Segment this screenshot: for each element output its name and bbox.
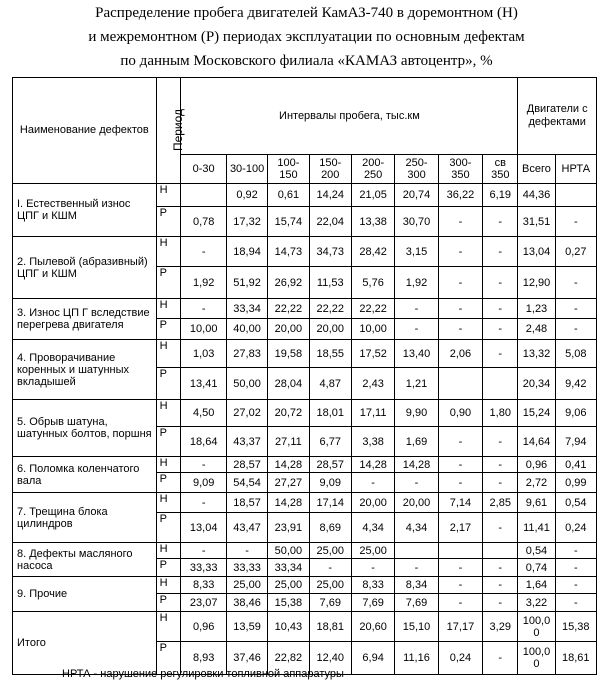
value-cell: 3,15 <box>395 237 438 267</box>
value-cell: 27,02 <box>226 400 267 427</box>
table-row <box>13 340 597 368</box>
value-cell <box>395 543 438 559</box>
value-cell: - <box>483 577 518 594</box>
value-cell: 9,42 <box>555 368 596 400</box>
value-cell: - <box>309 559 351 577</box>
value-cell: 50,00 <box>268 543 309 559</box>
table-row <box>13 237 597 267</box>
value-cell: - <box>555 299 596 319</box>
value-cell: 14,28 <box>268 493 309 513</box>
period-cell: Р <box>156 642 181 675</box>
value-cell: 8,34 <box>395 577 438 594</box>
defect-header <box>13 78 157 184</box>
value-cell: 1,21 <box>395 368 438 400</box>
value-cell: - <box>226 543 267 559</box>
mileage-table <box>12 77 597 675</box>
period-cell: Р <box>156 319 181 340</box>
value-cell: 3,22 <box>518 594 555 612</box>
engines-header-label: Двигатели с дефектами <box>526 103 588 128</box>
value-cell: - <box>483 207 518 237</box>
value-cell: 9,90 <box>395 400 438 427</box>
value-cell: 6,19 <box>483 184 518 207</box>
value-cell: - <box>483 513 518 543</box>
period-cell: Р <box>156 427 181 457</box>
value-cell: 22,82 <box>268 642 309 675</box>
value-cell: 17,32 <box>226 207 267 237</box>
defect-name: 9. Прочие <box>13 577 157 612</box>
value-cell: - <box>555 319 596 340</box>
value-cell: - <box>438 299 482 319</box>
interval-header: 300-350 <box>438 155 482 184</box>
value-cell: 15,24 <box>518 400 555 427</box>
value-cell: - <box>438 207 482 237</box>
interval-header: 150-200 <box>309 155 351 184</box>
value-cell: 9,06 <box>555 400 596 427</box>
value-cell: 11,53 <box>309 267 351 299</box>
value-cell: - <box>438 457 482 473</box>
defect-name: Итого <box>13 612 157 675</box>
value-cell: 33,34 <box>226 299 267 319</box>
value-cell: 18,57 <box>226 493 267 513</box>
value-cell: 9,61 <box>518 493 555 513</box>
value-cell: - <box>438 427 482 457</box>
value-cell: 25,00 <box>309 577 351 594</box>
value-cell: 7,69 <box>309 594 351 612</box>
value-cell: 13,41 <box>181 368 226 400</box>
total-header: Всего <box>518 155 555 184</box>
value-cell: 30,70 <box>395 207 438 237</box>
value-cell: 33,34 <box>268 559 309 577</box>
value-cell: 37,46 <box>226 642 267 675</box>
intervals-header <box>181 78 518 155</box>
value-cell: 6,77 <box>309 427 351 457</box>
defect-header-label: Наименование дефектов <box>19 124 149 136</box>
value-cell: 23,07 <box>181 594 226 612</box>
value-cell: - <box>483 267 518 299</box>
defect-name: 4. Проворачивание коренных и шатунных вкладышей <box>13 340 157 400</box>
value-cell <box>438 543 482 559</box>
period-cell: Н <box>156 184 181 207</box>
value-cell: 4,34 <box>395 513 438 543</box>
value-cell: 0,61 <box>268 184 309 207</box>
value-cell: 17,17 <box>438 612 482 642</box>
defect-name: 5. Обрыв шатуна, шатунных болтов, поршня <box>13 400 157 457</box>
period-cell: Н <box>156 577 181 594</box>
value-cell: 18,81 <box>309 612 351 642</box>
value-cell: 10,43 <box>268 612 309 642</box>
value-cell: - <box>181 457 226 473</box>
value-cell: - <box>395 299 438 319</box>
value-cell: 51,92 <box>226 267 267 299</box>
value-cell: - <box>555 577 596 594</box>
value-cell: - <box>483 457 518 473</box>
value-cell: 40,00 <box>226 319 267 340</box>
value-cell: 2,43 <box>351 368 394 400</box>
defect-name: 8. Дефекты масляного насоса <box>13 543 157 577</box>
value-cell: 28,04 <box>268 368 309 400</box>
value-cell: 0,96 <box>518 457 555 473</box>
defect-name: 3. Износ ЦП Г вследствие перегрева двигателя <box>13 299 157 340</box>
period-cell: Р <box>156 368 181 400</box>
table-row <box>13 457 597 473</box>
title-line-1: Распределение пробега двигателей КамАЗ-740 в доремонтном (Н) <box>95 5 518 21</box>
interval-header: 250-300 <box>395 155 438 184</box>
period-cell: Н <box>156 299 181 319</box>
value-cell: 0,54 <box>518 543 555 559</box>
value-cell: - <box>483 319 518 340</box>
value-cell: 8,69 <box>309 513 351 543</box>
value-cell: 7,94 <box>555 427 596 457</box>
value-cell: 25,00 <box>351 543 394 559</box>
period-cell: Н <box>156 493 181 513</box>
value-cell: - <box>395 559 438 577</box>
value-cell: 20,00 <box>395 493 438 513</box>
interval-header: 30-100 <box>226 155 267 184</box>
value-cell: 22,22 <box>351 299 394 319</box>
value-cell: 0,24 <box>555 513 596 543</box>
value-cell: - <box>181 299 226 319</box>
value-cell: - <box>483 473 518 493</box>
value-cell: 20,34 <box>518 368 555 400</box>
period-cell: Р <box>156 473 181 493</box>
value-cell: 10,00 <box>181 319 226 340</box>
value-cell: 12,40 <box>309 642 351 675</box>
value-cell: - <box>181 493 226 513</box>
value-cell: 23,91 <box>268 513 309 543</box>
period-cell: Н <box>156 237 181 267</box>
table-row <box>13 612 597 642</box>
value-cell: 18,61 <box>555 642 596 675</box>
value-cell: 7,69 <box>395 594 438 612</box>
value-cell: 27,83 <box>226 340 267 368</box>
defect-name: I. Естественный износ ЦПГ и КШМ <box>13 184 157 237</box>
value-cell: 15,10 <box>395 612 438 642</box>
period-cell: Н <box>156 612 181 642</box>
value-cell: 14,28 <box>268 457 309 473</box>
value-cell: 2,85 <box>483 493 518 513</box>
table-row <box>13 299 597 319</box>
value-cell: 20,74 <box>395 184 438 207</box>
value-cell: 20,00 <box>351 493 394 513</box>
value-cell: 26,92 <box>268 267 309 299</box>
value-cell: - <box>351 473 394 493</box>
value-cell: 0,78 <box>181 207 226 237</box>
value-cell: 8,33 <box>351 577 394 594</box>
value-cell: - <box>438 473 482 493</box>
period-header <box>156 78 185 184</box>
value-cell: 0,99 <box>555 473 596 493</box>
value-cell: 4,50 <box>181 400 226 427</box>
table-row <box>13 184 597 207</box>
value-cell: 44,36 <box>518 184 555 207</box>
value-cell: 2,72 <box>518 473 555 493</box>
value-cell: 14,28 <box>351 457 394 473</box>
value-cell: 0,54 <box>555 493 596 513</box>
value-cell: 100,00 <box>518 642 555 675</box>
value-cell: 28,42 <box>351 237 394 267</box>
value-cell: 22,04 <box>309 207 351 237</box>
value-cell: 0,24 <box>438 642 482 675</box>
value-cell: 38,46 <box>226 594 267 612</box>
value-cell: 3,29 <box>483 612 518 642</box>
value-cell: 13,38 <box>351 207 394 237</box>
value-cell: 15,74 <box>268 207 309 237</box>
table-row <box>13 577 597 594</box>
value-cell: 9,09 <box>181 473 226 493</box>
value-cell: 27,27 <box>268 473 309 493</box>
value-cell: - <box>438 594 482 612</box>
value-cell <box>483 368 518 400</box>
value-cell: - <box>555 543 596 559</box>
value-cell: - <box>555 559 596 577</box>
value-cell: - <box>181 543 226 559</box>
value-cell: 8,33 <box>181 577 226 594</box>
value-cell: 1,92 <box>181 267 226 299</box>
value-cell: 25,00 <box>268 577 309 594</box>
period-cell: Р <box>156 594 181 612</box>
value-cell: 14,73 <box>268 237 309 267</box>
value-cell: 54,54 <box>226 473 267 493</box>
value-cell <box>555 184 596 207</box>
value-cell: - <box>438 577 482 594</box>
value-cell: 1,69 <box>395 427 438 457</box>
period-cell: Р <box>156 559 181 577</box>
value-cell: 14,28 <box>395 457 438 473</box>
value-cell: 6,94 <box>351 642 394 675</box>
value-cell: 13,32 <box>518 340 555 368</box>
value-cell: 5,76 <box>351 267 394 299</box>
value-cell: 13,40 <box>395 340 438 368</box>
value-cell: 0,27 <box>555 237 596 267</box>
value-cell: 10,00 <box>351 319 394 340</box>
engines-header <box>518 78 597 155</box>
value-cell: 1,23 <box>518 299 555 319</box>
value-cell: 43,37 <box>226 427 267 457</box>
value-cell: 17,52 <box>351 340 394 368</box>
defect-name: 2. Пылевой (абразивный) ЦПГ и КШМ <box>13 237 157 299</box>
table-row <box>13 493 597 513</box>
value-cell: 13,59 <box>226 612 267 642</box>
value-cell: 2,06 <box>438 340 482 368</box>
value-cell: 3,38 <box>351 427 394 457</box>
value-cell: 0,92 <box>226 184 267 207</box>
interval-header: 100-150 <box>268 155 309 184</box>
value-cell: - <box>483 642 518 675</box>
nrta-header: НРТА <box>555 155 596 184</box>
value-cell: 28,57 <box>309 457 351 473</box>
period-cell: Н <box>156 340 181 368</box>
value-cell: - <box>483 340 518 368</box>
value-cell: 18,01 <box>309 400 351 427</box>
value-cell: 11,41 <box>518 513 555 543</box>
value-cell: - <box>483 299 518 319</box>
table-title <box>0 3 613 71</box>
value-cell: 17,14 <box>309 493 351 513</box>
value-cell: 20,00 <box>268 319 309 340</box>
period-cell: Н <box>156 457 181 473</box>
value-cell: - <box>555 594 596 612</box>
value-cell: - <box>181 237 226 267</box>
value-cell: 28,57 <box>226 457 267 473</box>
value-cell: 25,00 <box>309 543 351 559</box>
value-cell: 22,22 <box>268 299 309 319</box>
value-cell: - <box>483 594 518 612</box>
value-cell: 0,96 <box>181 612 226 642</box>
value-cell: - <box>351 559 394 577</box>
value-cell <box>483 543 518 559</box>
period-cell: Н <box>156 543 181 559</box>
value-cell: 1,64 <box>518 577 555 594</box>
value-cell: 0,41 <box>555 457 596 473</box>
value-cell: 27,11 <box>268 427 309 457</box>
table-row <box>13 543 597 559</box>
value-cell: 4,87 <box>309 368 351 400</box>
footnote: НРТА - нарушение регулировки топливной аппаратуры <box>62 668 344 680</box>
value-cell <box>438 368 482 400</box>
value-cell: 5,08 <box>555 340 596 368</box>
value-cell: 33,33 <box>226 559 267 577</box>
value-cell: 50,00 <box>226 368 267 400</box>
defect-name: 7. Трещина блока цилиндров <box>13 493 157 543</box>
value-cell: 7,14 <box>438 493 482 513</box>
value-cell: 2,17 <box>438 513 482 543</box>
value-cell <box>181 184 226 207</box>
value-cell: - <box>483 559 518 577</box>
value-cell: 33,33 <box>181 559 226 577</box>
value-cell: 4,34 <box>351 513 394 543</box>
value-cell: 34,73 <box>309 237 351 267</box>
value-cell: 18,55 <box>309 340 351 368</box>
value-cell: - <box>555 267 596 299</box>
defect-name: 6. Поломка коленчатого вала <box>13 457 157 493</box>
value-cell: 0,74 <box>518 559 555 577</box>
value-cell: - <box>438 559 482 577</box>
value-cell: - <box>438 319 482 340</box>
value-cell: 7,69 <box>351 594 394 612</box>
value-cell: 22,22 <box>309 299 351 319</box>
period-cell: Р <box>156 207 181 237</box>
interval-header: 200-250 <box>351 155 394 184</box>
value-cell: 9,09 <box>309 473 351 493</box>
value-cell: - <box>483 427 518 457</box>
period-header-label: Период <box>170 108 185 152</box>
value-cell: - <box>483 237 518 267</box>
value-cell: 100,00 <box>518 612 555 642</box>
value-cell: 31,51 <box>518 207 555 237</box>
value-cell: 14,24 <box>309 184 351 207</box>
value-cell: - <box>395 319 438 340</box>
value-cell: 1,03 <box>181 340 226 368</box>
title-line-2: и межремонтном (Р) периодах эксплуатации по основным дефектам <box>88 29 525 45</box>
value-cell: 25,00 <box>226 577 267 594</box>
value-cell: 21,05 <box>351 184 394 207</box>
value-cell: 36,22 <box>438 184 482 207</box>
value-cell: 43,47 <box>226 513 267 543</box>
value-cell: 19,58 <box>268 340 309 368</box>
value-cell: - <box>438 267 482 299</box>
value-cell: 14,64 <box>518 427 555 457</box>
intervals-header-label: Интервалы пробега, тыс.км <box>279 110 420 122</box>
period-cell: Р <box>156 513 181 543</box>
value-cell: 20,60 <box>351 612 394 642</box>
value-cell: 18,64 <box>181 427 226 457</box>
value-cell: 15,38 <box>555 612 596 642</box>
title-line-3: по данным Московского филиала «КАМАЗ автоцентр», % <box>120 53 493 69</box>
value-cell: 0,90 <box>438 400 482 427</box>
value-cell: 1,80 <box>483 400 518 427</box>
value-cell: 15,38 <box>268 594 309 612</box>
value-cell: 8,93 <box>181 642 226 675</box>
value-cell: 13,04 <box>518 237 555 267</box>
period-cell: Р <box>156 267 181 299</box>
value-cell: 13,04 <box>181 513 226 543</box>
value-cell: 11,16 <box>395 642 438 675</box>
value-cell: 17,11 <box>351 400 394 427</box>
interval-header: 0-30 <box>181 155 226 184</box>
value-cell: 12,90 <box>518 267 555 299</box>
value-cell: 18,94 <box>226 237 267 267</box>
value-cell: 20,72 <box>268 400 309 427</box>
period-cell: Н <box>156 400 181 427</box>
value-cell: - <box>395 473 438 493</box>
interval-header: св 350 <box>483 155 518 184</box>
table-row <box>13 400 597 427</box>
value-cell: - <box>555 207 596 237</box>
value-cell: 2,48 <box>518 319 555 340</box>
value-cell: 1,92 <box>395 267 438 299</box>
value-cell: 20,00 <box>309 319 351 340</box>
value-cell: - <box>438 237 482 267</box>
